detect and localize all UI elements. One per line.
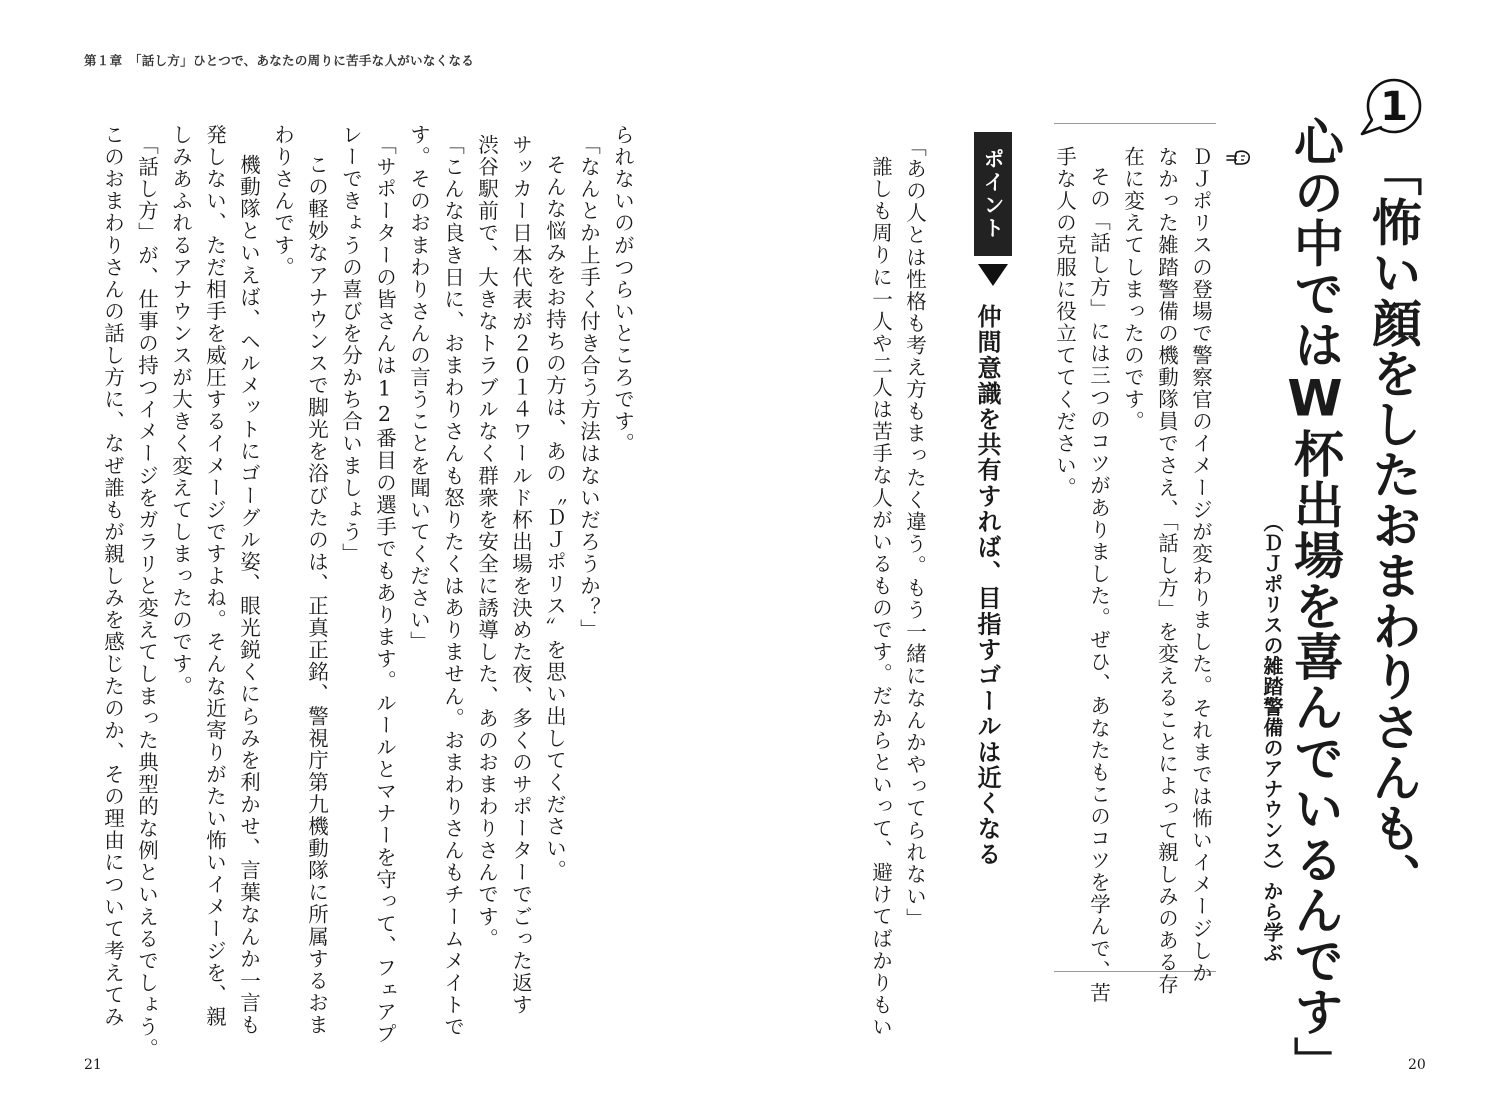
section-title-line-1: 「怖い顔をしたおまわりさんも、 [1364,146,1422,904]
body-line: 誰しも周りに一人や二人は苦手な人がいるものです。だからといって、避けてばかりもい [868,156,893,1038]
body-line: 機動隊といえば、ヘルメットにゴーグル姿、眼光鋭くにらみを利かせ、言葉なんか一言も [236,154,261,1036]
body-line: この軽妙なアナウンスで脚光を浴びたのは、正真正銘、警視庁第九機動隊に所属するおま [304,154,329,1036]
point-badge-label: ポイント [981,148,1005,240]
section-subtitle: （ＤＪポリスの雑踏警備のアナウンス）から学ぶ [1260,512,1284,963]
body-line: 「サポーターの皆さんは12番目の選手でもあります。ルールとマナーを守って、フェアプ [372,134,397,1046]
section-title-line-2: 心の中ではW杯出場を喜んでいるんです」 [1286,116,1344,1088]
running-head: 第１章 「話し方」ひとつで、あなたの周りに苦手な人がいなくなる [84,53,475,68]
intro-rule-top [1054,123,1216,124]
body-line: そんな悩みをお持ちの方は、あの〝ＤＪポリス〟を思い出してください。 [542,154,567,882]
body-line: わりさんです。 [270,124,295,279]
body-line: レーできょうの喜びを分かち合いましょう」 [338,124,363,565]
body-line: 発しない、ただ相手を威圧するイメージですよね。そんな近寄りがたい怖いイメージを、親 [202,124,227,1029]
intro-line: なかった雑踏警備の機動隊員でさえ、「話し方」を変えることによって親しみのある存 [1154,146,1179,996]
intro-line: ＤＪポリスの登場で警察官のイメージが変わりました。それまでは怖いイメージしか [1188,146,1213,984]
body-line: 「こんな良き日に、おまわりさんも怒りたくはありません。おまわりさんもチームメイトで [440,134,465,1039]
body-line: 「話し方」が、仕事の持つイメージをガラリと変えてしまった典型的な例といえるでしょう。 [134,134,159,1061]
body-line: られないのがつらいところです。 [610,124,635,455]
body-line: しみあふれるアナウンスが大きく変えてしまったのです。 [168,124,193,698]
body-line: 渋谷駅前で、大きなトラブルなく群衆を安全に誘導した、あのおまわりさんです。 [474,134,499,950]
intro-line: その「話し方」には三つのコツがありました。ぜひ、あなたもこのコツを学んで、苦 [1086,166,1111,1004]
point-badge [974,132,1012,256]
down-arrow-icon [976,262,1010,288]
point-heading: 仲間意識を共有すれば、目指すゴールは近くなる [973,304,1001,868]
pointing-hand-icon [1225,147,1251,167]
body-line: 「なんとか上手く付き合う方法はないだろうか？」 [576,134,601,642]
section-number-badge [1358,76,1428,140]
body-line: このおまわりさんの話し方に、なぜ誰もが親しみを感じたのか、その理由について考えてみ [100,124,125,1029]
intro-line: 在に変えてしまったのです。 [1120,146,1145,433]
body-line: サッカー日本代表が２０１４ワールド杯出場を決めた夜、多くのサポーターでごった返す [508,134,533,1016]
section-number: 1 [1380,84,1408,130]
page-number-right: 20 [1408,1057,1426,1073]
page-number-left: 21 [84,1057,102,1073]
intro-line: 手な人の克服に役立ててください。 [1052,146,1077,499]
body-line: す。そのおまわりさんの言うことを聞いてください」 [406,124,431,654]
body-line: 「あの人とは性格も考え方もまったく違う。もう一緒になんかやってられない」 [902,136,927,930]
